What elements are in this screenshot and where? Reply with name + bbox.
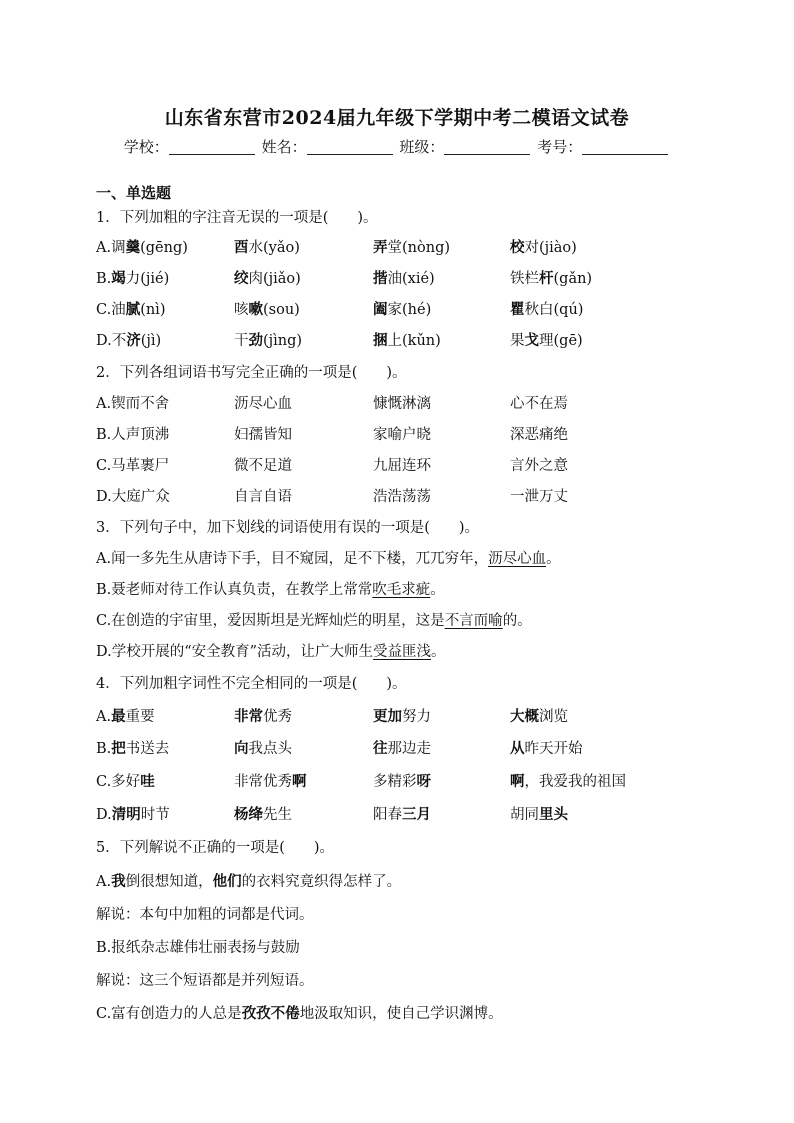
q4-d-1: D.清明时节 (96, 806, 170, 823)
q1-d-1: D.不济(jì) (96, 332, 162, 349)
q4-c-2: 非常优秀啊 (234, 773, 307, 790)
q1-a-1: A.调羹(gēng) (96, 239, 188, 256)
q1-row-a (96, 236, 716, 258)
q1-b-2: 绞肉(jiǎo) (234, 270, 301, 287)
q3-option-d: D.学校开展的“安全教育”活动，让广大师生受益匪浅。 (96, 644, 446, 660)
q4-c-3: 多精彩呀 (373, 773, 431, 790)
student-info-line (0, 136, 794, 157)
q4-row-b (96, 737, 716, 759)
q2-stem: 2．下列各组词语书写完全正确的一项是( )。 (96, 365, 407, 381)
q2-c-4: 言外之意 (510, 458, 568, 474)
q4-b-3: 往那边走 (373, 740, 431, 757)
q1-b-4: 铁栏杆(gǎn) (510, 270, 593, 287)
q1-row-c (96, 298, 716, 320)
q2-d-4: 一泄万丈 (510, 489, 568, 505)
q2-row-b (96, 423, 716, 445)
name-label: 姓名： (261, 138, 307, 156)
q4-row-a (96, 705, 716, 727)
q3-option-b: B.聂老师对待工作认真负责，在教学上常常吹毛求疵。 (96, 582, 445, 598)
exam-title: 山东省东营市2024届九年级下学期中考二模语文试卷 (164, 107, 630, 129)
q4-a-3: 更加努力 (373, 708, 431, 725)
q4-d-4: 胡同里头 (510, 806, 568, 823)
q4-a-1: A.最重要 (96, 708, 155, 725)
q4-c-4: 啊，我爱我的祖国 (510, 773, 626, 790)
class-blank[interactable] (444, 139, 530, 155)
exam-number-blank[interactable] (582, 139, 668, 155)
section-heading: 一、单选题 (96, 184, 172, 202)
q2-d-1: D.大庭广众 (96, 489, 170, 505)
q4-b-4: 从昨天开始 (510, 740, 583, 757)
q2-row-d (96, 485, 716, 507)
q3-option-c: C.在创造的宇宙里，爱因斯坦是光辉灿烂的明星，这是不言而喻的。 (96, 613, 532, 629)
q5-option-c: C.富有创造力的人总是孜孜不倦地汲取知识，使自己学识渊博。 (96, 1005, 503, 1022)
q2-row-c (96, 454, 716, 476)
q5-option-a: A.我倒很想知道，他们的衣料究竟织得怎样了。 (96, 873, 402, 890)
q4-d-2: 杨绛先生 (234, 806, 292, 823)
school-label: 学校： (123, 138, 169, 156)
q2-row-a (96, 392, 716, 414)
q2-d-2: 自言自语 (234, 489, 292, 505)
q2-c-3: 九屈连环 (373, 458, 431, 474)
q2-c-2: 微不足道 (234, 458, 292, 474)
q1-d-4: 果戈理(gē) (510, 332, 583, 349)
q2-a-4: 心不在焉 (510, 396, 568, 412)
q2-a-2: 沥尽心血 (234, 396, 292, 412)
q5-explanation-a: 解说：本句中加粗的词都是代词。 (96, 907, 314, 923)
q5-option-b: B.报纸杂志雄伟壮丽表扬与鼓励 (96, 940, 300, 956)
q1-d-2: 干劲(jìng) (234, 332, 303, 349)
q4-d-3: 阳春三月 (373, 806, 431, 823)
exam-number-label: 考号： (537, 138, 583, 156)
q4-c-1: C.多好哇 (96, 773, 155, 790)
q1-row-b (96, 267, 716, 289)
q4-row-d (96, 803, 716, 825)
q4-b-2: 向我点头 (234, 740, 292, 757)
q3-stem: 3．下列句子中，加下划线的词语使用有误的一项是( )。 (96, 520, 480, 536)
q2-a-1: A.锲而不舍 (96, 396, 170, 412)
q4-row-c (96, 770, 716, 792)
q2-b-1: B.人声顶沸 (96, 427, 170, 443)
class-label: 班级： (399, 138, 445, 156)
q1-c-1: C.油腻(nì) (96, 301, 166, 318)
q2-b-4: 深恶痛绝 (510, 427, 568, 443)
q4-b-1: B.把书送去 (96, 740, 170, 757)
q1-stem: 1．下列加粗的字注音无误的一项是( )。 (96, 210, 378, 226)
q1-b-1: B.竭力(jié) (96, 270, 170, 287)
q1-c-4: 瞿秋白(qú) (510, 301, 584, 318)
school-blank[interactable] (169, 139, 255, 155)
q3-option-a: A.闻一多先生从唐诗下手，目不窥园，足不下楼，兀兀穷年，沥尽心血。 (96, 551, 561, 567)
q1-c-3: 阖家(hé) (373, 301, 432, 318)
q2-b-2: 妇孺皆知 (234, 427, 292, 443)
q4-a-4: 大概浏览 (510, 708, 568, 725)
q5-explanation-b: 解说：这三个短语都是并列短语。 (96, 973, 314, 989)
q5-stem: 5．下列解说不正确的一项是( )。 (96, 840, 335, 856)
q1-row-d (96, 329, 716, 351)
q2-b-3: 家喻户晓 (373, 427, 431, 443)
q4-stem: 4．下列加粗字词性不完全相同的一项是( )。 (96, 676, 407, 692)
q1-d-3: 捆上(kǔn) (373, 332, 441, 349)
q2-a-3: 慷慨淋漓 (373, 396, 431, 412)
q1-a-4: 校对(jiào) (510, 239, 577, 256)
q2-c-1: C.马革裹尸 (96, 458, 170, 474)
q4-a-2: 非常优秀 (234, 708, 292, 725)
q1-c-2: 咳嗽(sou) (234, 301, 300, 318)
q1-a-3: 弄堂(nòng) (373, 239, 451, 256)
name-blank[interactable] (307, 139, 393, 155)
q1-a-2: 酉水(yǎo) (234, 239, 300, 256)
q2-d-3: 浩浩荡荡 (373, 489, 431, 505)
q1-b-3: 揩油(xié) (373, 270, 435, 287)
